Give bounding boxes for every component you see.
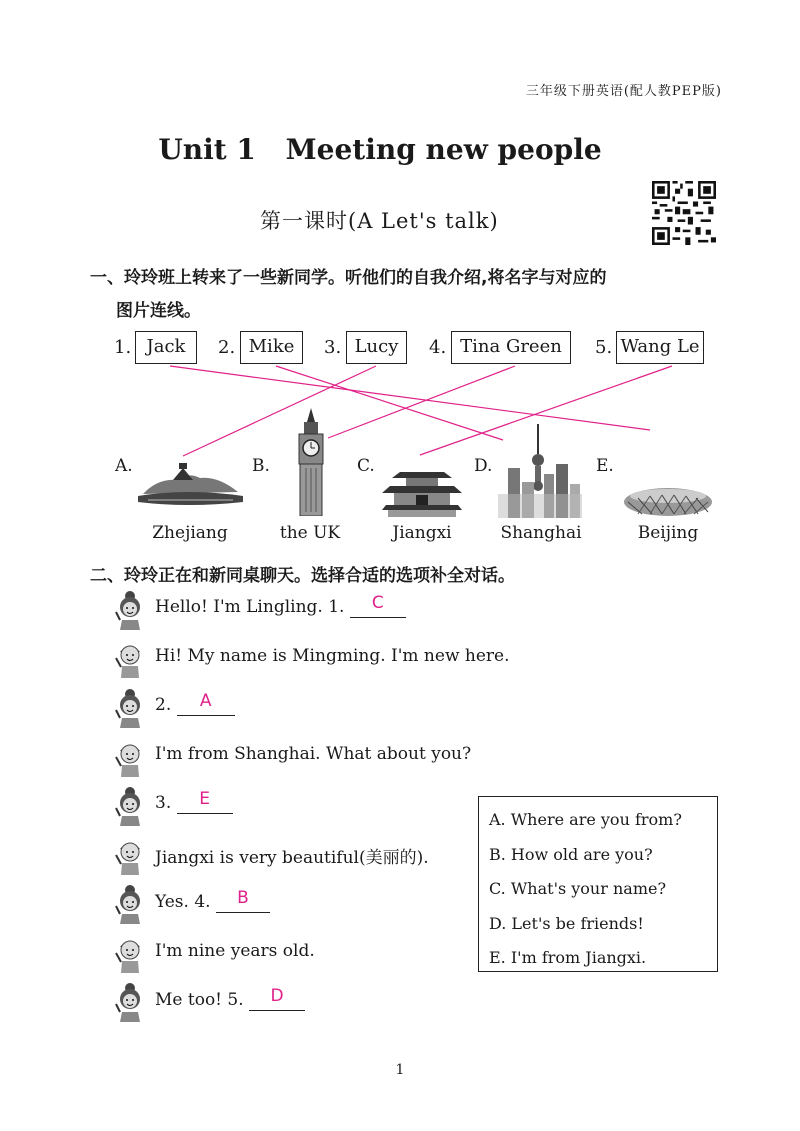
dialogue-text: I'm nine years old. bbox=[155, 941, 315, 961]
option-c: C. What's your name? bbox=[489, 879, 667, 898]
answer-blank-2[interactable] bbox=[177, 691, 235, 716]
boy-avatar-icon bbox=[112, 737, 148, 777]
dialogue-text: Hello! I'm Lingling. 1. bbox=[155, 597, 345, 617]
name-number-1: 1. bbox=[114, 337, 132, 358]
answer-blank-5[interactable] bbox=[249, 986, 305, 1011]
dialogue-text: Jiangxi is very beautiful(美丽的). bbox=[155, 848, 429, 868]
tower-pavilion-icon bbox=[382, 462, 462, 517]
page-number: 1 bbox=[395, 1062, 405, 1078]
picture-letter-c: C. bbox=[357, 456, 375, 476]
dialogue-line-3 bbox=[155, 691, 235, 716]
name-box-mike[interactable]: Mike bbox=[240, 331, 303, 364]
picture-letter-e: E. bbox=[596, 456, 614, 476]
picture-letter-b: B. bbox=[252, 456, 270, 476]
answer-3: E bbox=[199, 789, 211, 809]
caption-jiangxi: Jiangxi bbox=[392, 523, 452, 543]
dialogue-text: 2. bbox=[155, 695, 172, 715]
unit-name: Meeting new people bbox=[285, 133, 602, 166]
boy-avatar-icon bbox=[112, 638, 148, 678]
option-b: B. How old are you? bbox=[489, 844, 653, 864]
girl-avatar-icon bbox=[112, 688, 148, 728]
answer-1: C bbox=[371, 593, 384, 613]
dialogue-line-4 bbox=[155, 744, 471, 764]
dialogue-line-9 bbox=[155, 986, 305, 1011]
caption-beijing: Beijing bbox=[637, 523, 699, 543]
boy-avatar-icon bbox=[112, 835, 148, 875]
answer-blank-1[interactable] bbox=[350, 593, 406, 618]
option-d: D. Let's be friends! bbox=[489, 913, 644, 933]
name-number-5: 5. bbox=[595, 337, 613, 358]
boy-avatar-icon bbox=[112, 933, 148, 973]
unit-label: Unit 1 bbox=[158, 133, 256, 166]
name-number-4: 4. bbox=[429, 337, 447, 358]
dialogue-text: Hi! My name is Mingming. I'm new here. bbox=[155, 646, 510, 666]
dialogue-line-7 bbox=[155, 888, 270, 913]
name-box-tina-green[interactable]: Tina Green bbox=[451, 331, 571, 364]
caption-zhejiang: Zhejiang bbox=[152, 523, 228, 543]
girl-avatar-icon bbox=[112, 982, 148, 1022]
name-box-lucy[interactable]: Lucy bbox=[346, 331, 407, 364]
section1-heading-line2: 图片连线。 bbox=[116, 301, 201, 321]
girl-avatar-icon bbox=[112, 786, 148, 826]
match-line-jack-e[interactable] bbox=[170, 366, 650, 430]
option-a: A. Where are you from? bbox=[489, 810, 682, 829]
name-number-3: 3. bbox=[324, 337, 342, 358]
dialogue-text: Me too! 5. bbox=[155, 990, 244, 1010]
dialogue-line-1 bbox=[155, 593, 406, 618]
match-line-lucy-a[interactable] bbox=[183, 366, 376, 456]
lesson-title: 第一课时(A Let's talk) bbox=[260, 209, 499, 233]
match-line-tina-c[interactable] bbox=[328, 366, 515, 438]
options-box bbox=[478, 796, 718, 972]
pavilion-lake-icon bbox=[138, 458, 243, 508]
dialogue-text: 3. bbox=[155, 793, 172, 813]
dialogue-line-5 bbox=[155, 789, 233, 814]
name-box-wang-le[interactable]: Wang Le bbox=[616, 331, 704, 364]
picture-letter-a: A. bbox=[115, 456, 133, 476]
name-number-2: 2. bbox=[218, 337, 236, 358]
section2-heading: 二、玲玲正在和新同桌聊天。选择合适的选项补全对话。 bbox=[90, 566, 515, 586]
caption-uk: the UK bbox=[279, 523, 341, 543]
answer-blank-3[interactable] bbox=[177, 789, 233, 814]
section1-heading-line1: 一、玲玲班上转来了一些新同学。听他们的自我介绍,将名字与对应的 bbox=[90, 268, 607, 288]
dialogue-line-8 bbox=[155, 941, 315, 961]
skyline-icon bbox=[498, 424, 582, 518]
name-box-jack[interactable]: Jack bbox=[135, 331, 197, 364]
girl-avatar-icon bbox=[112, 590, 148, 630]
dialogue-text: Yes. 4. bbox=[155, 892, 211, 912]
answer-2: A bbox=[199, 691, 212, 711]
picture-letter-d: D. bbox=[474, 456, 493, 476]
answer-4: B bbox=[237, 888, 249, 908]
answer-5: D bbox=[270, 986, 284, 1006]
answer-blank-4[interactable] bbox=[216, 888, 270, 913]
dialogue-text: I'm from Shanghai. What about you? bbox=[155, 744, 472, 764]
girl-avatar-icon bbox=[112, 884, 148, 924]
caption-shanghai: Shanghai bbox=[500, 523, 582, 543]
option-e: E. I'm from Jiangxi. bbox=[489, 948, 647, 967]
dialogue-line-2 bbox=[155, 646, 510, 666]
big-ben-icon bbox=[294, 408, 328, 516]
dialogue-line-6 bbox=[155, 843, 429, 868]
stadium-icon bbox=[622, 484, 714, 518]
book-note: 三年级下册英语(配人教PEP版) bbox=[525, 84, 722, 99]
